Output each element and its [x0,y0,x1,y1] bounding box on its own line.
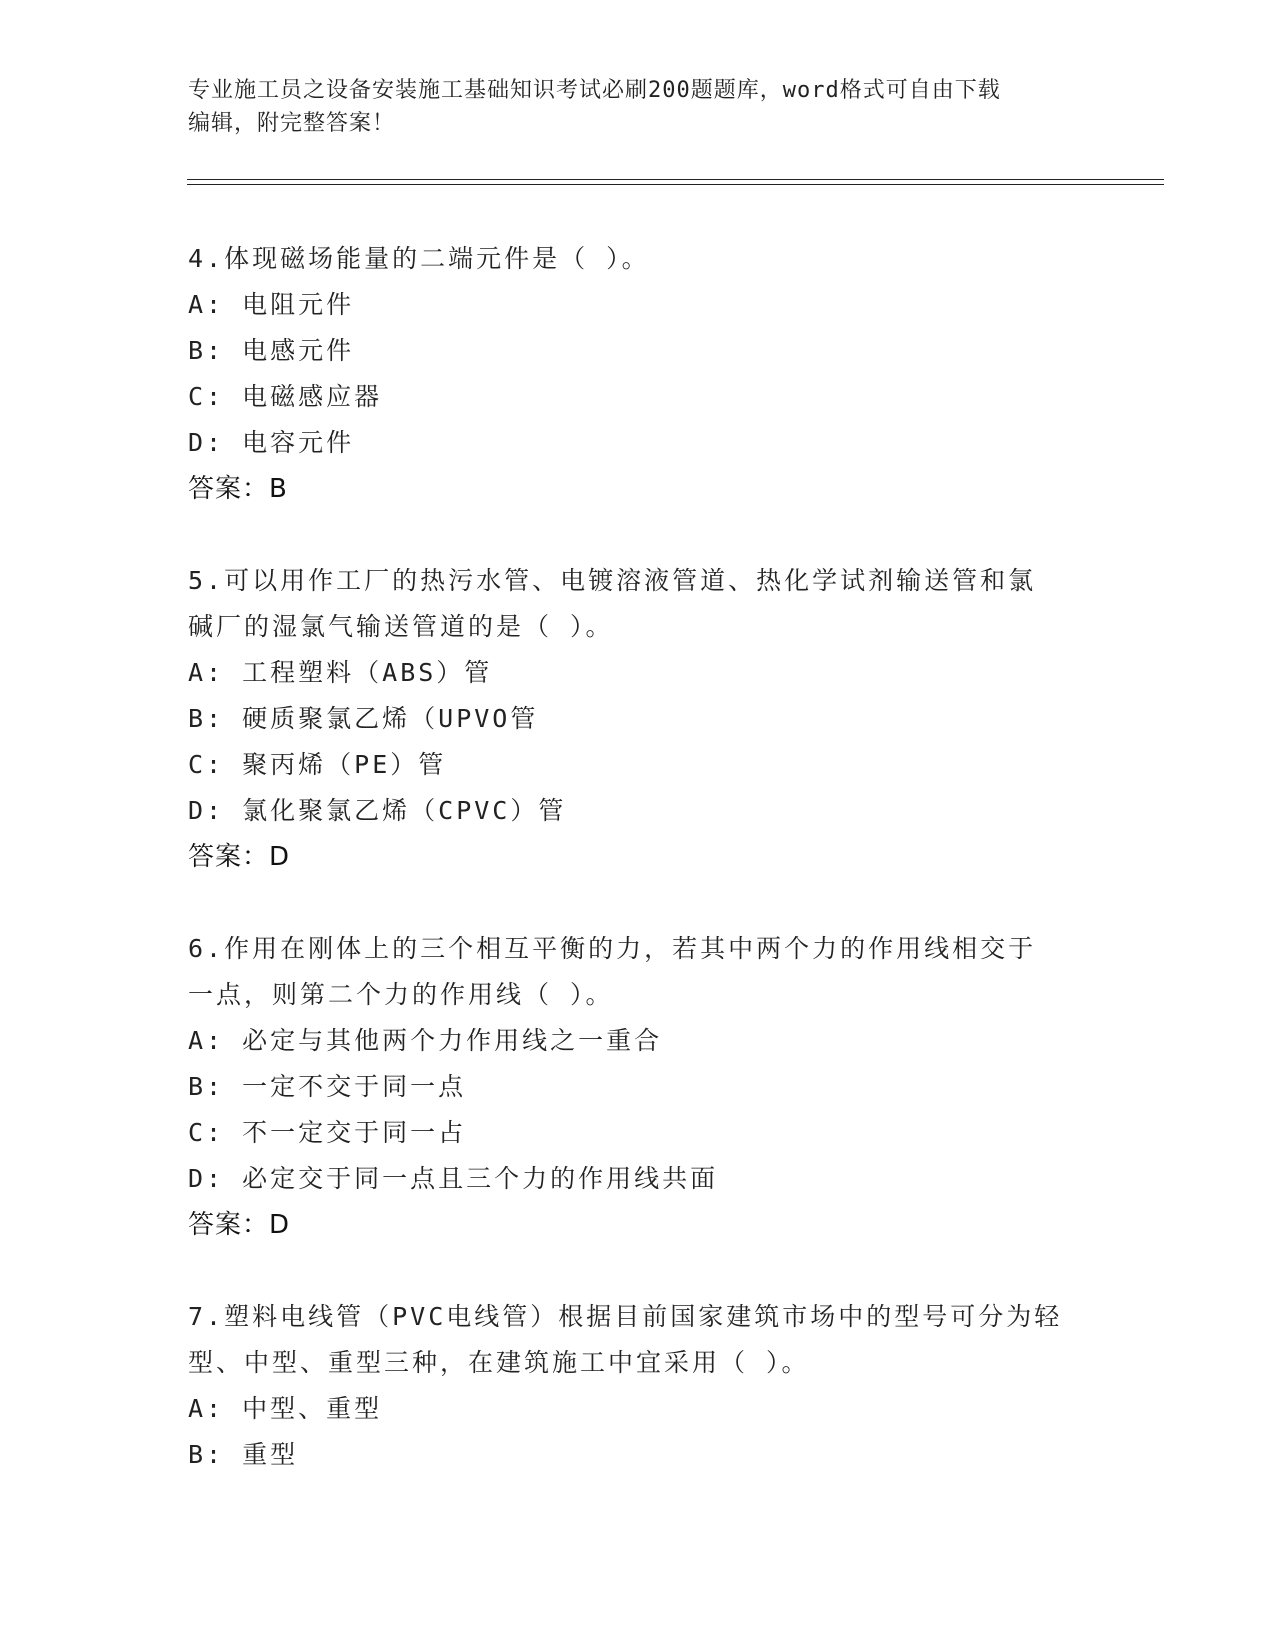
option-c: C: 电磁感应器 [188,382,383,411]
answer-label: 答案：D [188,1210,291,1240]
header-divider-top [187,179,1164,180]
header-divider-bottom [187,184,1164,185]
question-list [188,236,1148,1478]
header-line-2: 编辑，附完整答案！ [188,111,396,136]
question-stem-continued: 碱厂的湿氯气输送管道的是（ ）。 [188,612,614,641]
question-stem: 5.可以用作工厂的热污水管、电镀溶液管道、热化学试剂输送管和氯 [188,566,1037,595]
option-b: B: 电感元件 [188,336,355,365]
option-a: A: 工程塑料（ABS）管 [188,658,493,687]
option-d: D: 氯化聚氯乙烯（CPVC）管 [188,796,567,825]
question-6 [188,926,1148,1248]
question-stem: 6.作用在刚体上的三个相互平衡的力，若其中两个力的作用线相交于 [188,934,1037,963]
question-stem-continued: 型、中型、重型三种，在建筑施工中宜采用（ ）。 [188,1348,810,1377]
question-4 [188,236,1148,512]
header-line-1: 专业施工员之设备安装施工基础知识考试必刷200题题库，word格式可自由下载 [188,78,1001,103]
option-d: D: 必定交于同一点且三个力的作用线共面 [188,1164,719,1193]
option-d: D: 电容元件 [188,428,355,457]
option-b: B: 一定不交于同一点 [188,1072,467,1101]
answer-label: 答案：D [188,842,291,872]
question-7 [188,1294,1148,1478]
option-b: B: 重型 [188,1440,299,1469]
option-c: C: 不一定交于同一占 [188,1118,467,1147]
question-stem: 7.塑料电线管（PVC电线管）根据目前国家建筑市场中的型号可分为轻 [188,1302,1063,1331]
question-spacer [188,512,1148,558]
question-spacer [188,1248,1148,1294]
answer-label: 答案：B [188,474,288,504]
question-stem: 4.体现磁场能量的二端元件是（ ）。 [188,244,650,273]
option-b: B: 硬质聚氯乙烯（UPVO管 [188,704,539,733]
question-5 [188,558,1148,880]
option-c: C: 聚丙烯（PE）管 [188,750,447,779]
option-a: A: 必定与其他两个力作用线之一重合 [188,1026,663,1055]
option-a: A: 电阻元件 [188,290,355,319]
option-a: A: 中型、重型 [188,1394,383,1423]
question-stem-continued: 一点，则第二个力的作用线（ ）。 [188,980,614,1009]
document-header [188,74,1068,140]
question-spacer [188,880,1148,926]
